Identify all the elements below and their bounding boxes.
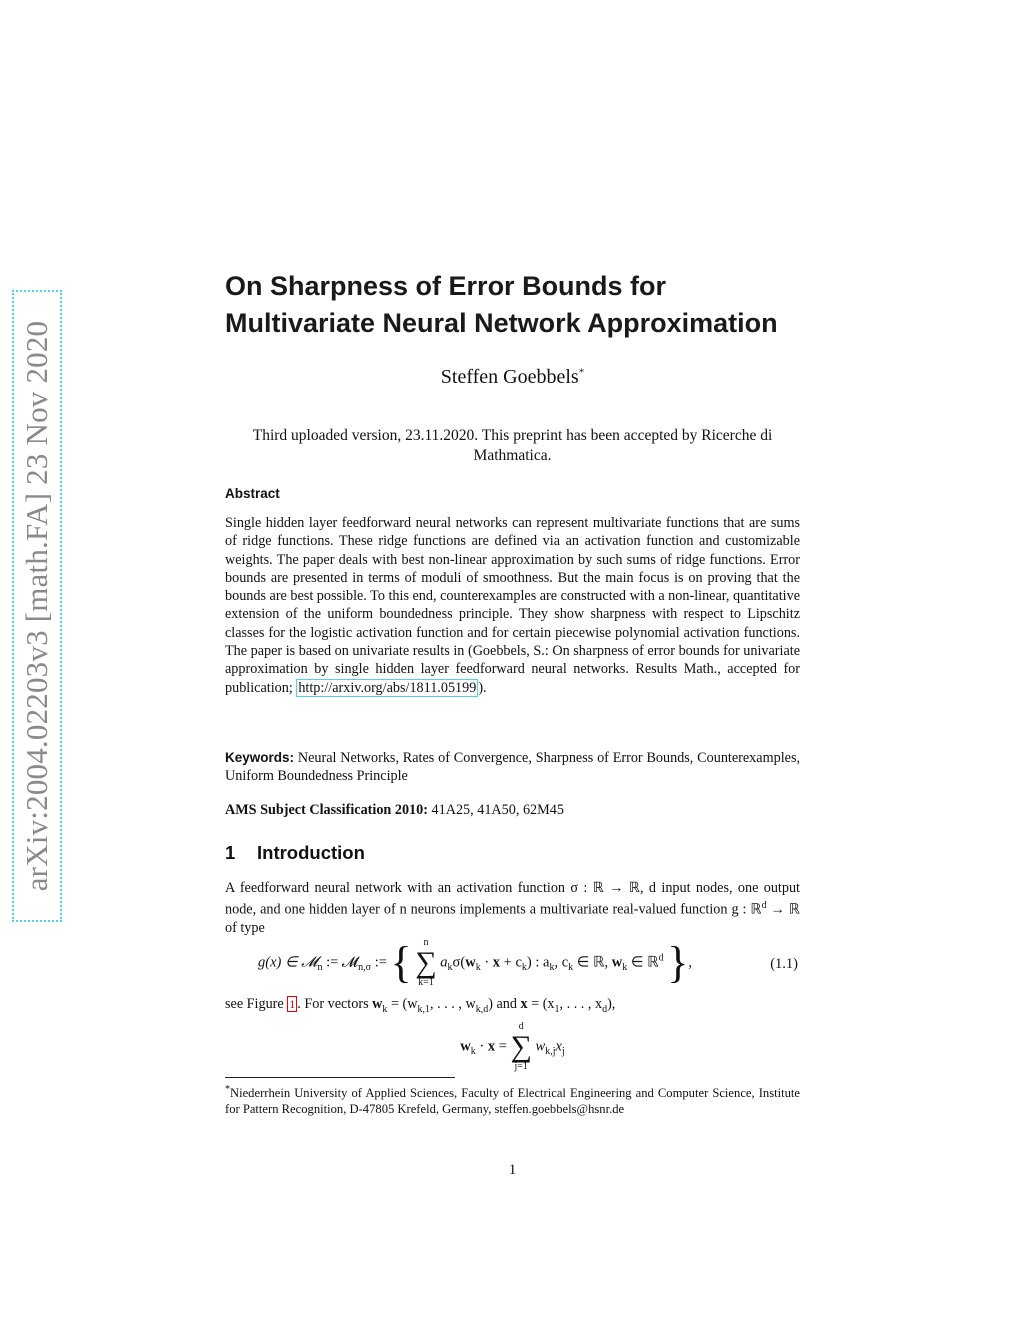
title-line-1: On Sharpness of Error Bounds for: [225, 271, 667, 301]
version-note: Third uploaded version, 23.11.2020. This preprint has been accepted by Ricerche di Mathmatica.: [252, 427, 773, 464]
eq-sigma: σ(: [452, 954, 466, 971]
author-footnote-mark: *: [578, 366, 585, 379]
page-number: 1: [508, 1162, 517, 1178]
sum-upper-limit: n: [423, 937, 429, 948]
after-eq-text-f: = (x: [527, 996, 555, 1012]
arxiv-stamp-text[interactable]: arXiv:2004.02203v3 [math.FA] 23 Nov 2020: [12, 290, 62, 922]
keywords-text: Neural Networks, Rates of Convergence, Sharpness of Error Bounds, Counterexamples, Uniform Boundedness Principle: [225, 750, 801, 785]
equation-1-1: [225, 938, 800, 996]
right-brace: }: [667, 938, 689, 987]
after-eq-text-b: . For vectors: [297, 996, 373, 1012]
ams-classification: [225, 801, 800, 819]
section-title: Introduction: [257, 842, 365, 863]
intro-tail: → ℝ of type: [225, 902, 800, 937]
left-brace: {: [390, 938, 412, 987]
dot-product-equation: $w_k \cdot x$ = d ∑ j=1 $w_{k,j}x_j$: [460, 1021, 565, 1072]
after-eq-text-e: ) and: [488, 996, 521, 1012]
abstract-tail: ).: [478, 679, 487, 696]
eq-comma-c: , c: [554, 954, 569, 971]
sigma-symbol: ∑: [415, 946, 437, 979]
footnote-rule: [225, 1077, 455, 1078]
footnote-mark: *: [225, 1084, 230, 1095]
footnote: [225, 1082, 800, 1117]
eq-in-r: ∈ ℝ,: [573, 954, 612, 971]
eq-sub-nsigma: n,σ: [358, 962, 372, 974]
arxiv-identifier-stamp[interactable]: [12, 290, 62, 922]
intro-paragraph: [225, 879, 800, 938]
after-eq-text-g: , . . . , x: [559, 996, 603, 1012]
eq-sub-n: n: [317, 962, 323, 974]
section-number: 1: [225, 842, 236, 863]
eq-mid: := 𝓜: [322, 954, 359, 971]
abstract-text: Single hidden layer feedforward neural networks can represent multivariate functions that are sums of ridge functions. These ridge functions are defined via an activation function and customizable weights. The paper deals with best non-linear approximation by such sums of ridge functions. Error bounds are presented in terms of moduli of smoothness. But the main focus is on proving that the bounds are best possible. To this end, counterexamples are constructed with a non-linear, quantitative extension of the uniform boundedness principle. They show sharpness with respect to Lipschitz classes for the logistic activation function and for certain piecewise polynomial activation functions. The paper is based on univariate results in (Goebbels, S.: On sharpness of error bounds for univariate approximation by single hidden layer feedforward neural networks. Results Math., accepted for publication;: [225, 515, 800, 696]
intro-sup: d: [761, 900, 767, 912]
footnote-text: Niederrhein University of Applied Sciences, Faculty of Electrical Engineering and Computer Science, Institute for Pattern Recognition, D-47805 Krefeld, Germany, steffen.goebbels@hsnr.de: [225, 1086, 800, 1117]
sum-lower-limit: k=1: [418, 977, 434, 988]
after-eq-text-h: ),: [607, 996, 616, 1012]
author: [225, 366, 800, 389]
after-eq-text-d: , . . . , w: [429, 996, 476, 1012]
equation-number: (1.1): [770, 956, 798, 972]
keywords-label: Keywords:: [225, 750, 295, 765]
ams-codes: 41A25, 41A50, 62M45: [431, 802, 564, 818]
eq-assign: :=: [371, 954, 391, 971]
after-eq-text-c: = (w: [387, 996, 418, 1012]
equation-body: g(x) ∈ 𝓜$_n$ := 𝓜$_{n,\sigma}$ := { n ∑ k=1 $a_k\sigma(w_k \cdot x + c_k)$ : $a_k$, $c_k$ ∈ ℝ, $w_k$ ∈ ℝ$^d$ },: [258, 937, 692, 988]
eq-dot: ·: [480, 954, 493, 971]
abstract-heading: Abstract: [225, 486, 280, 501]
section-heading: [225, 842, 365, 864]
eq-a: a: [440, 954, 448, 971]
eq-lhs: g(x) ∈ 𝓜: [258, 954, 318, 971]
abstract-body: [225, 514, 800, 697]
paper-title: [225, 268, 845, 342]
after-equation-text: see Figure 1 . For vectors $w_k = (w_{k,1}$, . . . , $w_{k,d}$) and $x = (x_1$, . . . , $x_d$),: [225, 996, 616, 1015]
after-eq-text-a: see Figure: [225, 996, 288, 1012]
figure-1-link[interactable]: 1: [289, 997, 296, 1011]
dot-summation: d ∑ j=1: [510, 1021, 532, 1072]
intro-text: A feedforward neural network with an activation function σ : ℝ → ℝ, d input nodes, one output node, and one hidden layer of n neurons implements a multivariate real-valued function g : ℝ: [225, 880, 800, 919]
ams-label: AMS Subject Classification 2010:: [225, 802, 428, 818]
keywords: [225, 749, 800, 786]
arxiv-link[interactable]: http://arxiv.org/abs/1811.05199: [298, 679, 477, 696]
author-name: Steffen Goebbels: [440, 366, 579, 388]
title-line-2: Multivariate Neural Network Approximation: [225, 308, 778, 338]
summation: [415, 938, 436, 988]
eq-colon-a: ) : a: [526, 954, 550, 971]
eq-plus-c: + c: [500, 954, 522, 971]
eq-in-rd: ∈ ℝ: [627, 954, 659, 971]
